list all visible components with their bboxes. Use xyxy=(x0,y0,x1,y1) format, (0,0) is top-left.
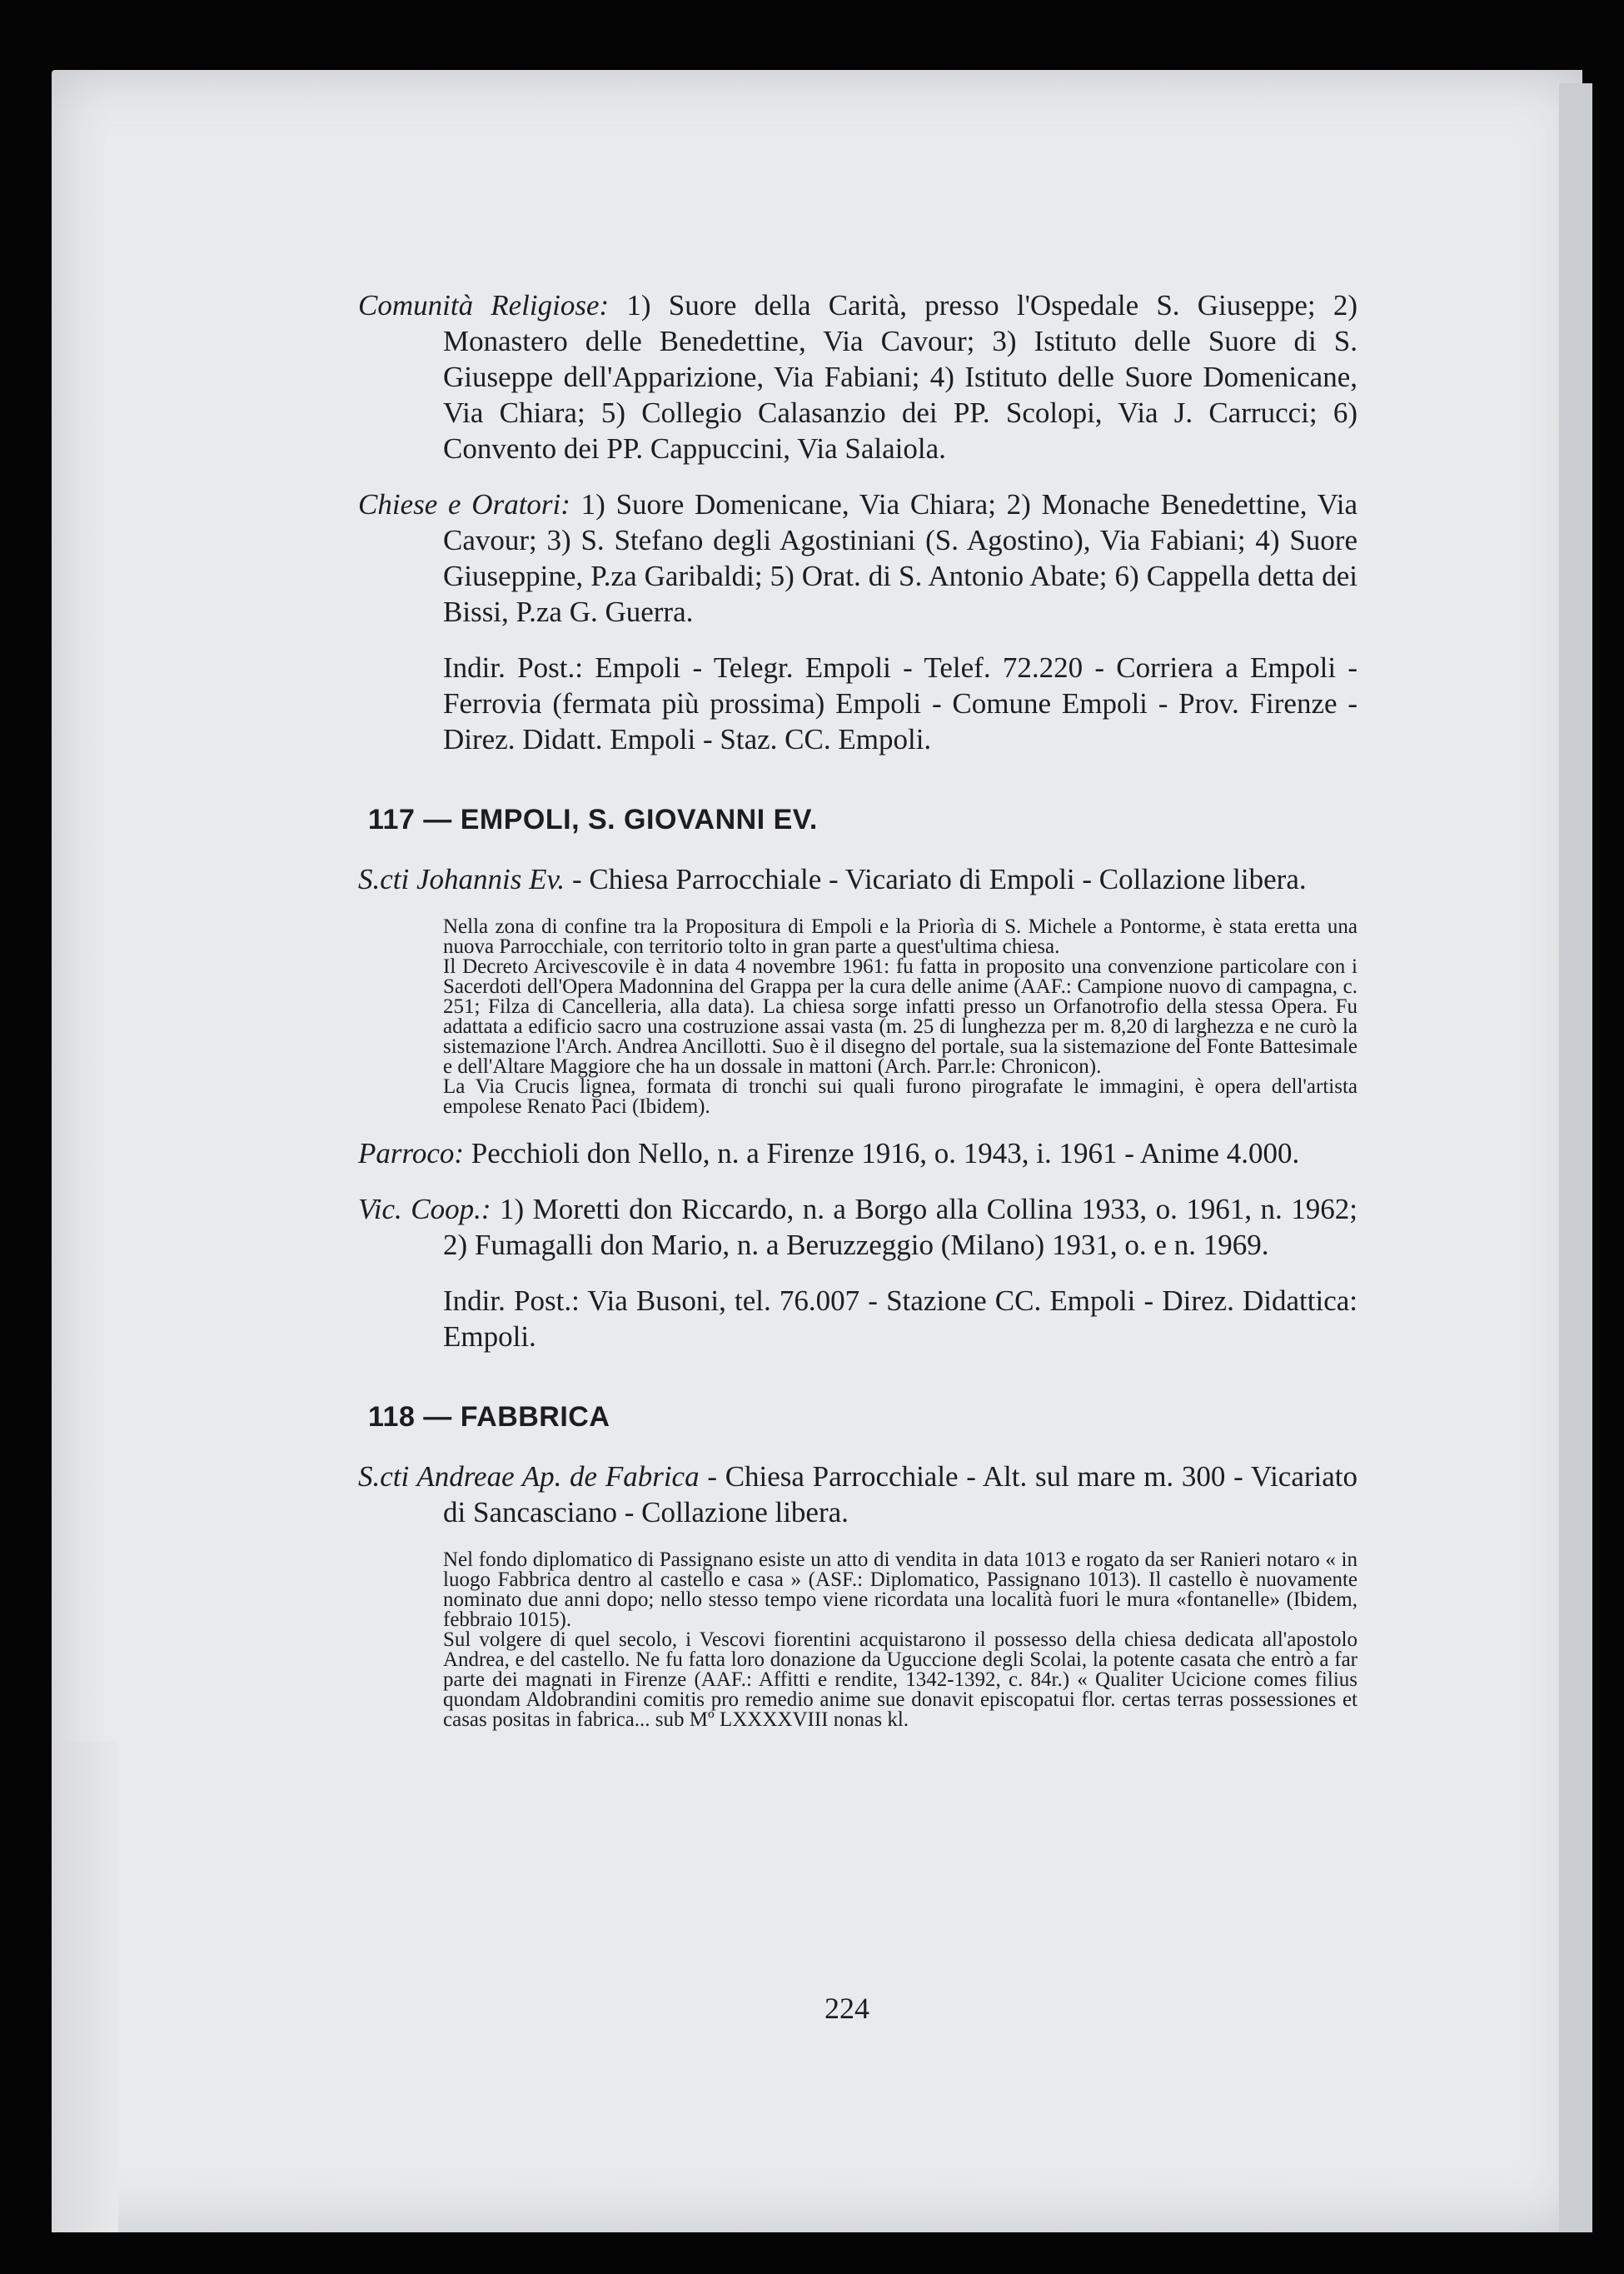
vic-coop-text: 1) Moretti don Riccardo, n. a Borgo alla Collina 1933, o. 1961, n. 1962; 2) Fumagalli don Mario, n. a Beruzzeggio (Milano) 1931, o. e n. 1969. xyxy=(443,1193,1358,1261)
chiese-label: Chiese e Oratori: xyxy=(358,488,570,521)
chiese-text: 1) Suore Domenicane, Via Chiara; 2) Monache Benedettine, Via Cavour; 3) S. Stefano degli Agostiniani (S. Agostino), Via Fabiani; 4) Suore Giuseppine, P.za Garibaldi; 5) Orat. di S. Antonio Abate; 6) Cappella detta dei Bissi, P.za G. Guerra. xyxy=(443,488,1357,628)
title-118-text: - Chiesa Parrocchiale - Alt. sul mare m. 300 - Vicariato di Sancasciano - Collazione libera. xyxy=(443,1460,1357,1528)
title-118 xyxy=(358,1459,1357,1530)
comunita-religiose xyxy=(358,287,1357,466)
heading-117: 117 — EMPOLI, S. GIOVANNI EV. xyxy=(368,804,818,835)
note-paragraph: Nella zona di confine tra la Propositura di Empoli e la Priorìa di S. Michele a Pontorme, è stata eretta una nuova Parrocchiale, con territorio tolto in gran parte a quest'ultima chiesa. xyxy=(443,915,1357,958)
comunita-label: Comunità Religiose: xyxy=(358,289,610,322)
title-118-label: S.cti Andreae Ap. de Fabrica xyxy=(358,1460,700,1493)
parroco-label: Parroco: xyxy=(358,1137,465,1169)
parroco-text: Pecchioli don Nello, n. a Firenze 1916, o. 1943, i. 1961 - Anime 4.000. xyxy=(471,1137,1300,1169)
binding-shadow xyxy=(52,1741,118,2232)
title-117-text: - Chiesa Parrocchiale - Vicariato di Empoli - Collazione libera. xyxy=(571,863,1307,895)
notes-117 xyxy=(358,917,1357,1117)
vic-coop xyxy=(358,1191,1357,1263)
comunita-text: 1) Suore della Carità, presso l'Ospedale S. Giuseppe; 2) Monastero delle Benedettine, Via Cavour; 3) Istituto delle Suore di S. Giuseppe dell'Apparizione, Via Fabiani; 4) Istituto delle Suore Domenicane, Via Chiara; 5) Collegio Calasanzio dei PP. Scolopi, Via J. Carrucci; 6) Convento dei PP. Cappuccini, Via Salaiola. xyxy=(443,289,1358,465)
page-text xyxy=(358,287,1357,1748)
title-117 xyxy=(358,861,1357,897)
chiese-oratori xyxy=(358,486,1357,630)
note-paragraph: Nel fondo diplomatico di Passignano esiste un atto di vendita in data 1013 e rogato da ser Ranieri notaro « in luogo Fabbrica dentro al castello e casa » (ASF.: Diplomatico, Passignano 1013). Il castello è nuovamente nominato due anni dopo; nello stesso tempo viene ricordata una località fuori le mura «fontanelle» (Ibidem, febbraio 1015). xyxy=(443,1548,1357,1631)
note-paragraph: La Via Crucis lignea, formata di tronchi sui quali furono pirografate le immagini, è opera dell'artista empolese Renato Paci (Ibidem). xyxy=(443,1075,1357,1118)
page-number: 224 xyxy=(824,1992,869,2025)
parroco xyxy=(358,1135,1357,1171)
vic-coop-label: Vic. Coop.: xyxy=(358,1193,491,1225)
note-paragraph: Il Decreto Arcivescovile è in data 4 novembre 1961: fu fatta in proposito una convenzione particolare con i Sacerdoti dell'Opera Madonnina del Grappa per la cura delle anime (AAF.: Campione nuovo di campagna, c. 251; Filza di Cancelleria, alla data). La chiesa sorge infatti presso un Orfanotrofio della stessa Opera. Fu adattata a edificio sacro una costruzione assai vasta (m. 25 di lunghezza per m. 8,20 di larghezza e ne curò la sistemazione l'Arch. Andrea Ancillotti. Suo è il disegno del portale, sua la sistemazione del Fonte Battesimale e dell'Altare Maggiore che ha un dossale in mattoni (Arch. Parr.le: Chronicon). xyxy=(443,955,1357,1078)
notes-118 xyxy=(358,1550,1357,1730)
indirizzo-empoli: Indir. Post.: Empoli - Telegr. Empoli - Telef. 72.220 - Corriera a Empoli - Ferrovia (fermata più prossima) Empoli - Comune Empoli - Prov. Firenze - Direz. Didatt. Empoli - Staz. CC. Empoli. xyxy=(443,651,1357,756)
title-117-label: S.cti Johannis Ev. xyxy=(358,863,565,895)
page-edge xyxy=(1559,83,1592,2232)
heading-118: 118 — FABBRICA xyxy=(368,1401,610,1433)
note-paragraph: Sul volgere di quel secolo, i Vescovi fiorentini acquistarono il possesso della chiesa dedicata all'apostolo Andrea, e del castello. Ne fu fatta loro donazione da Uguccione degli Scolai, la potente casata che entrò a far parte dei magnati in Firenze (AAF.: Affitti e rendite, 1342-1392, c. 84r.) « Qualiter Ucicione comes filius quondam Aldobrandini comitis pro remedio anime sue donavit episcopatui flor. certas terras possessiones et casas positas in fabrica... sub Mº LXXXXVIII nonas kl. xyxy=(443,1628,1357,1731)
indirizzo-117: Indir. Post.: Via Busoni, tel. 76.007 - Stazione CC. Empoli - Direz. Didattica: Empoli. xyxy=(443,1284,1357,1353)
